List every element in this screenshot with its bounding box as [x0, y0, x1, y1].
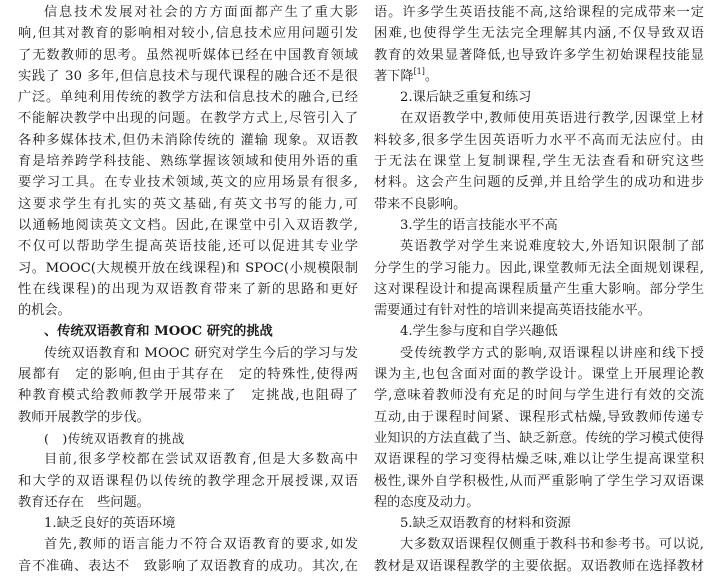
- line-text: 和大学的双语课程仍以传统的教学理念开展授课,双语: [18, 473, 358, 489]
- right-text-line: [374, 407, 704, 428]
- line-text: 、传统双语教育和 MOOC 研究的挑战: [44, 324, 273, 340]
- left-text-line: [18, 556, 358, 577]
- right-text-line: [374, 194, 704, 215]
- line-text: 学,意味着教师没有充足的时间与学生进行有效的交流: [374, 388, 704, 404]
- line-text: 料较多,很多学生因英语听力水平不高而无法应付。由: [374, 132, 704, 148]
- left-text-line: [18, 236, 358, 257]
- line-text: 各种多媒体技术,但仍未消除传统的 灌输 现象。双语教: [18, 132, 358, 148]
- line-text: 这要求学生有扎实的英文基础,有英文书写的能力,可: [18, 196, 358, 212]
- left-text-line: [18, 513, 358, 534]
- right-text-line: [374, 215, 704, 236]
- right-text-line: [374, 364, 704, 385]
- line-text: 带来不良影响。: [374, 196, 467, 212]
- line-text: 大多数双语课程仅侧重于教科书和参考书。可以说,: [400, 537, 704, 553]
- right-text-line: [374, 492, 704, 513]
- left-text-line: [18, 87, 358, 108]
- line-text: 信息技术发展对社会的方方面面都产生了重大影: [44, 5, 358, 20]
- line-text: 广泛。单纯利用传统的教学方法和信息技术的融合,已经: [18, 90, 358, 106]
- left-text-line: [18, 471, 358, 492]
- line-text: 育是培养跨学科技能、熟练掌握该领域和使用外语的重: [18, 154, 358, 170]
- line-text: 著下降: [374, 68, 414, 84]
- left-text-line: [18, 66, 358, 87]
- line-text: 程的态度及动力。: [374, 494, 480, 510]
- line-text: 极性,课外自学积极性,从而严重影响了学生学习双语课: [374, 473, 704, 489]
- right-text-line: [374, 236, 704, 257]
- left-text-line: [18, 23, 358, 44]
- right-text-line: [374, 23, 704, 44]
- right-text-line: [374, 151, 704, 172]
- line-text: 首先,教师的语言能力不符合双语教育的要求,如发: [44, 537, 358, 553]
- line-text: 教育还存在 些问题。: [18, 494, 150, 510]
- line-text: 课为主,也包含面对面的教学设计。课堂上开展理论教: [374, 367, 704, 383]
- left-text-column: [18, 2, 358, 577]
- line-text: 语。许多学生英语技能不高,这给课程的完成带来一定: [374, 5, 704, 20]
- right-text-line: [374, 279, 704, 300]
- line-text: 教育的效果显著降低,也导致许多学生初始课程技能显: [374, 47, 704, 63]
- line-text: 实践了 30 多年,但信息技术与现代课程的融合还不是很: [18, 68, 358, 84]
- left-text-line: [18, 151, 358, 172]
- left-text-line: [18, 130, 358, 151]
- right-text-line: [374, 385, 704, 406]
- left-text-line: [18, 407, 358, 428]
- line-text: 不能解决教学中出现的问题。在教学方式上,尽管引入了: [18, 111, 358, 127]
- right-text-line: [374, 343, 704, 364]
- left-text-line: [18, 172, 358, 193]
- right-text-line: [374, 321, 704, 342]
- left-text-line: [18, 343, 358, 364]
- line-text: 目前,很多学校都在尝试双语教育,但是大多数高中: [44, 452, 358, 468]
- line-text: 了无数教师的思考。虽然视听媒体已经在中国教育领域: [18, 47, 358, 63]
- left-text-line: [18, 534, 358, 555]
- line-text: 的机会。: [18, 303, 71, 319]
- section-heading: [18, 321, 358, 342]
- line-text: 这对课程设计和提高课程质量产生重大影响。部分学生: [374, 281, 704, 297]
- left-text-line: [18, 492, 358, 513]
- right-text-line: [374, 2, 704, 23]
- right-text-line: [374, 66, 704, 87]
- line-text: ( )传统双语教育的挑战: [44, 430, 185, 446]
- citation-marker: [1]: [413, 66, 425, 76]
- line-text: 教师开展教学的步伐。: [18, 409, 150, 425]
- line-text: 在双语教学中,教师使用英语进行教学,因课堂上材: [400, 111, 704, 127]
- left-text-line: [18, 258, 358, 279]
- line-text: 2.课后缺乏重复和练习: [400, 90, 532, 106]
- line-text: 展都有 定的影响,但由于其存在 定的特殊性,使得两: [18, 367, 358, 383]
- left-text-line: [18, 279, 358, 300]
- line-text: 互动,由于课程时间紧、课程形式枯燥,导致教师传递专: [374, 409, 704, 425]
- right-text-line: [374, 172, 704, 193]
- right-text-line: [374, 534, 704, 555]
- line-text: 4.学生参与度和自学兴趣低: [400, 324, 558, 340]
- left-text-line: [18, 215, 358, 236]
- line-text: 困难,也使得学生无法完全理解其内涵,不仅导致双语: [374, 26, 704, 42]
- right-text-line: [374, 45, 704, 66]
- line-text: 于无法在课堂上复制课程,学生无法查看和研究这些: [374, 154, 704, 170]
- right-text-line: [374, 428, 704, 449]
- line-text: 以通畅地阅读英文文档。因此,在课堂中引入双语教学,: [18, 217, 358, 233]
- line-text: 教材是双语课程教学的主要依据。双语教师在选择教材: [374, 558, 704, 574]
- right-text-line: [374, 471, 704, 492]
- right-text-column: [374, 2, 704, 577]
- line-text: 5.缺乏双语教育的材料和资源: [400, 516, 571, 532]
- right-text-line: [374, 87, 704, 108]
- left-text-line: [18, 2, 358, 23]
- line-text: 音不准确、表达不 致影响了双语教育的成功。其次,在: [18, 558, 358, 574]
- line-text: 材料。这会产生问题的反弹,并且给学生的成功和进步: [374, 175, 704, 191]
- line-text: 种教育模式给教师教学开展带来了 定挑战,也阻碍了: [18, 388, 358, 404]
- left-text-line: [18, 45, 358, 66]
- line-text: 3.学生的语言技能水平不高: [400, 217, 558, 233]
- right-text-line: [374, 300, 704, 321]
- line-text: 不仅可以帮助学生提高英语技能,还可以促进其专业学: [18, 239, 358, 255]
- line-text: 要学习工具。在专业技术领域,英文的应用场景有很多,: [18, 175, 358, 191]
- left-text-line: [18, 194, 358, 215]
- line-text: 1.缺乏良好的英语环境: [44, 516, 176, 532]
- line-text: 分学生的学习能力。因此,课堂教师无法全面规划课程,: [374, 260, 704, 276]
- right-text-line: [374, 556, 704, 577]
- line-text: 业知识的方法直截了当、缺乏新意。传统的学习模式使得: [374, 430, 704, 446]
- right-text-line: [374, 258, 704, 279]
- left-text-line: [18, 108, 358, 129]
- left-text-line: [18, 449, 358, 470]
- line-text: 英语教学对学生来说难度较大,外语知识限制了部: [400, 239, 704, 255]
- left-text-line: [18, 385, 358, 406]
- subsection-heading: [18, 428, 358, 449]
- line-text: 受传统教学方式的影响,双语课程以讲座和线下授: [400, 345, 704, 361]
- line-text: 需要通过有针对性的培训来提高英语技能水平。: [374, 303, 651, 319]
- line-text: 性在线课程)的出现为双语教育带来了新的思路和更好: [18, 281, 358, 297]
- right-text-line: [374, 130, 704, 151]
- line-text: 双语课程的学习变得枯燥乏味,难以让学生提高课堂积: [374, 452, 704, 468]
- right-text-line: [374, 513, 704, 534]
- line-text: 响,但其对教育的影响相对较小,信息技术应用问题引发: [18, 26, 358, 42]
- line-text: 习。MOOC(大规模开放在线课程)和 SPOC(小规模限制: [18, 260, 358, 276]
- right-text-line: [374, 449, 704, 470]
- line-text: 传统双语教育和 MOOC 研究对学生今后的学习与发: [44, 345, 358, 361]
- left-text-line: [18, 364, 358, 385]
- line-trailing-punct: 。: [424, 68, 439, 84]
- right-text-line: [374, 108, 704, 129]
- left-text-line: [18, 300, 358, 321]
